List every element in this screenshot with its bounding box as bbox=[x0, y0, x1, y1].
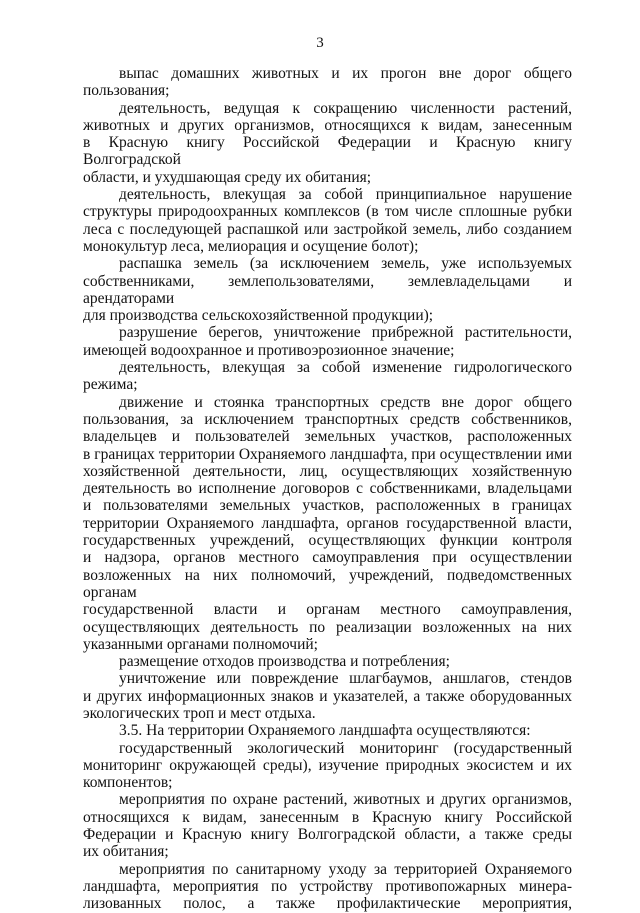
text-line: в границах территории Охраняемого ландшафта, при осуществлении ими bbox=[83, 445, 572, 463]
text-line: возложенных на них полномочий, учреждений, подведомственных органам bbox=[83, 566, 572, 601]
text-line: режима; bbox=[83, 376, 138, 394]
text-line: леса с последующей распашкой или застройкой земель, либо созданием bbox=[83, 220, 572, 238]
paragraph bbox=[83, 670, 572, 722]
text-line: имеющей водоохранное и противоэрозионное значение; bbox=[83, 341, 455, 359]
text-line: государственной власти и органам местного самоуправления, bbox=[83, 601, 572, 619]
text-line: движение и стоянка транспортных средств вне дорог общего bbox=[119, 393, 572, 411]
text-line: области, и ухудшающая среду их обитания; bbox=[83, 168, 372, 186]
paragraph bbox=[83, 791, 572, 860]
text-line: территории Охраняемого ландшафта, органов государственной власти, bbox=[83, 514, 572, 532]
text-line: выпас домашних животных и их прогон вне дорог общего bbox=[119, 65, 572, 82]
text-line: и надзора, органов местного самоуправления при осуществлении bbox=[83, 549, 572, 567]
text-line: ландшафта, мероприятия по устройству противопожарных минера- bbox=[83, 877, 572, 895]
text-line: распашка земель (за исключением земель, уже используемых bbox=[119, 255, 572, 273]
paragraph bbox=[83, 359, 572, 394]
text-line: владельцев и пользователей земельных участков, расположенных bbox=[83, 428, 572, 446]
text-line: деятельность во исполнение договоров с собственниками, владельцами bbox=[83, 480, 572, 498]
text-line: деятельность, влекущая за собой принципиальное нарушение bbox=[119, 186, 572, 204]
text-line: пользования, за исключением транспортных средств собственников, bbox=[83, 410, 572, 428]
page-number: 3 bbox=[316, 35, 324, 51]
paragraph bbox=[83, 186, 572, 255]
text-line: деятельность, ведущая к сокращению численности растений, bbox=[119, 99, 572, 117]
text-line: и других информационных знаков и указателей, а также оборудованных bbox=[83, 687, 572, 705]
text-line: разрушение берегов, уничтожение прибрежной растительности, bbox=[119, 324, 572, 342]
text-line: монокультур леса, мелиорация и осущение болот); bbox=[83, 237, 419, 255]
text-line: пользования; bbox=[83, 82, 170, 100]
text-line: экологических троп и мест отдыха. bbox=[83, 704, 316, 722]
paragraph bbox=[83, 324, 572, 359]
paragraph bbox=[83, 255, 572, 324]
paragraph bbox=[83, 740, 572, 792]
paragraph bbox=[83, 653, 572, 670]
text-line: лизованных полос, а также профилактические мероприятия, bbox=[83, 895, 572, 913]
text-line: относящихся к видам, занесенным в Красную книгу Российской bbox=[83, 808, 572, 826]
paragraph bbox=[83, 394, 572, 653]
text-line: и пользователями земельных участков, расположенных в границах bbox=[83, 497, 572, 515]
text-line: компонентов; bbox=[83, 774, 173, 792]
text-line: мероприятия по охране растений, животных и других организмов, bbox=[119, 791, 572, 809]
text-line: их обитания; bbox=[83, 843, 169, 861]
text-line: мероприятия по санитарному уходу за территорией Охраняемого bbox=[119, 860, 572, 878]
text-line: государственных учреждений, осуществляющих функции контроля bbox=[83, 532, 572, 550]
paragraph bbox=[83, 65, 572, 100]
text-line: животных и других организмов, относящихся к видам, занесенным bbox=[83, 116, 572, 134]
text-line: хозяйственной деятельности, лиц, осуществляющих хозяйственную bbox=[83, 462, 572, 480]
text-line: в Красную книгу Российской Федерации и Красную книгу Волгоградской bbox=[83, 134, 572, 169]
text-line: государственный экологический мониторинг (государственный bbox=[119, 739, 572, 757]
text-line: указанными органами полномочий; bbox=[83, 635, 318, 653]
document-body bbox=[83, 65, 572, 913]
text-line: размещение отходов производства и потребления; bbox=[119, 653, 450, 671]
paragraph bbox=[83, 722, 572, 739]
text-line: Федерации и Красную книгу Волгоградской области, а также среды bbox=[83, 826, 572, 844]
text-line: мониторинг окружающей среды), изучение природных экосистем и их bbox=[83, 756, 572, 774]
text-line: собственниками, землепользователями, землевладельцами и арендаторами bbox=[83, 272, 572, 307]
paragraph bbox=[83, 100, 572, 186]
text-line: осуществляющих деятельность по реализации возложенных на них bbox=[83, 618, 572, 636]
text-line: 3.5. На территории Охраняемого ландшафта осуществляются: bbox=[119, 722, 531, 740]
text-line: уничтожение или повреждение шлагбаумов, аншлагов, стендов bbox=[119, 670, 572, 688]
text-line: для производства сельскохозяйственной продукции); bbox=[83, 307, 434, 325]
text-line: структуры природоохранных комплексов (в том числе сплошные рубки bbox=[83, 203, 572, 221]
text-line: деятельность, влекущая за собой изменение гидрологического bbox=[119, 359, 572, 377]
